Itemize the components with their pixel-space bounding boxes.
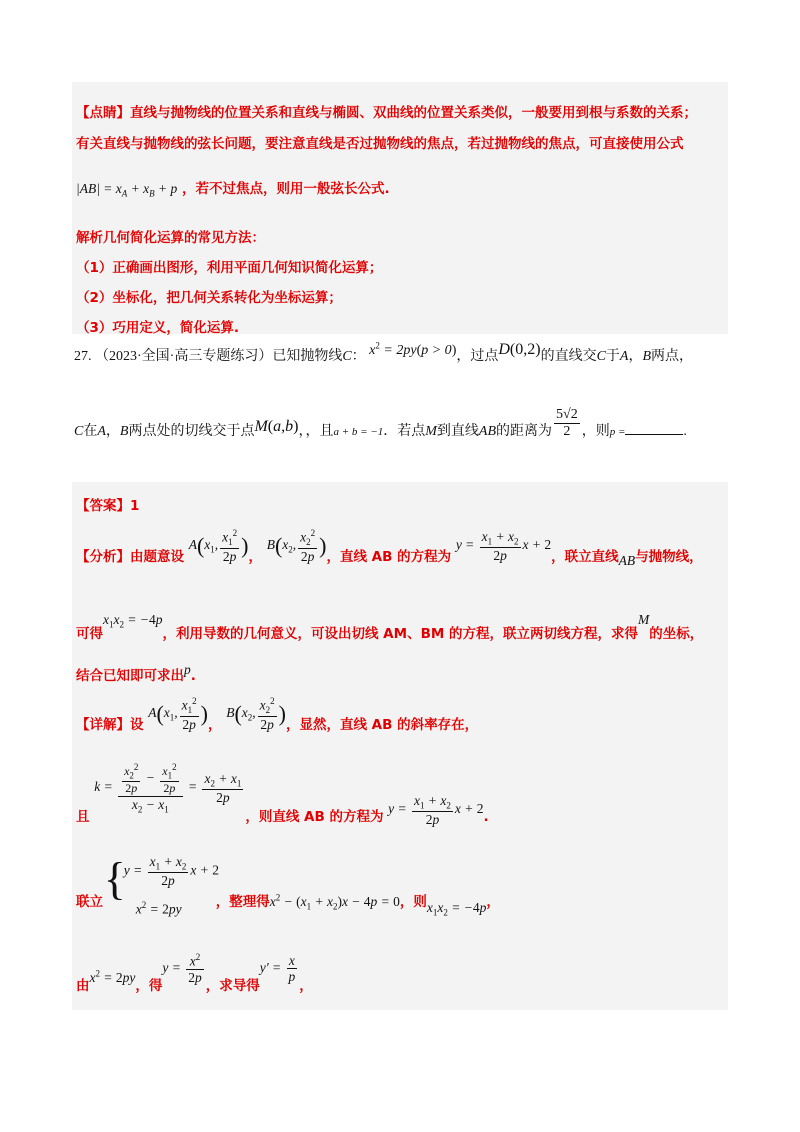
methods-title-text: 解析几何简化运算的常见方法：	[76, 230, 265, 246]
detail-point-a: $A(x_1$, $\frac{x_1^2}{2p}$ )	[148, 696, 208, 732]
detail-text: ，	[299, 977, 313, 994]
chord-formula: $|AB| = x_A + x_B + p$	[76, 181, 178, 199]
detail-line-2	[76, 762, 489, 828]
analysis-text: ，利用导数的几何意义，可设出切线 AM、BM 的方程，联立两切线方程，求得	[162, 626, 638, 642]
derivative-expression: y′ = $\frac{x}{p}$	[259, 952, 296, 985]
tip-label: 【点睛】	[76, 105, 130, 121]
detail-line-3: 联立 { y = $\frac{x_1 + x_2}{2p}$ x + 2 $x^2 = 2py$ ，整理得$x^2 - (x_1 + x_2)x - 4p = 0$，则$x_1x_2 = -4p$，	[76, 853, 500, 918]
analysis-text: 结合已知即可求出	[76, 668, 184, 684]
answer-blank	[625, 422, 683, 435]
system-of-equations: { y = $\frac{x_1 + x_2}{2p}$ x + 2 $x^2 = 2py$	[103, 853, 220, 917]
detail-label: 【详解】	[76, 717, 130, 734]
problem-line-2: C在A，B两点处的切线交于点M(a,b)，，且a + b = −1．若点M到直线AB的距离为 $\frac{5√2}{2}$ ，则p = .	[74, 407, 687, 440]
problem-text: ，则	[581, 423, 610, 439]
detail-text: 且	[76, 809, 90, 826]
analysis-text: 由题意设	[130, 549, 184, 566]
detail-line-4: 由$x^2 = 2py$，得y = $\frac{x^2}{2p}$ ，求导得y′ = $\frac{x}{p}$ ，	[76, 952, 313, 994]
analysis-line-2: 可得$x_1x_2 = -4p$，利用导数的几何意义，可设出切线 AM、BM 的方程，联立两切线方程，求得M的坐标，	[76, 612, 704, 642]
problem-text: 到直线	[436, 423, 479, 439]
problem-text: 在	[83, 423, 98, 439]
detail-text: 联立	[76, 894, 103, 910]
detail-line-equation: y = $\frac{x_1 + x_2}{2p}$ x + 2	[388, 793, 484, 828]
detail-text: ，得	[135, 977, 163, 994]
detail-text: .	[483, 809, 489, 826]
method-1-text: （1）正确画出图形，利用平面几何知识简化运算；	[76, 260, 383, 276]
answer-label: 【答案】	[76, 498, 130, 514]
problem-line-1: 27. （2023·全国·高三专题练习）已知抛物线C： $x^2 = 2py(p > 0)$，过点D(0,2)的直线交C于A，B两点，	[74, 340, 694, 364]
analysis-text: ，联立直线	[551, 549, 619, 566]
problem-text: 于	[605, 349, 620, 364]
line-ab-equation: y = $\frac{x_1 + x_2}{2p}$ x + 2	[455, 528, 552, 563]
detail-text: 设	[130, 717, 144, 734]
tip-line-3	[76, 177, 390, 199]
quadratic-equation: $x^2 - (x_1 + x_2)x - 4p = 0$	[269, 892, 400, 912]
problem-text: .	[683, 423, 687, 439]
problem-text: 已知抛物线	[272, 349, 343, 364]
problem-text: ．若点	[383, 423, 426, 439]
problem-text: 两点处的切线交于点	[128, 423, 255, 439]
method-2-text: （2）坐标化，把几何关系转化为坐标运算；	[76, 290, 342, 306]
analysis-text: 与抛物线，	[635, 549, 703, 566]
analysis-line-3: 结合已知即可求出p.	[76, 662, 196, 684]
detail-text: 由	[76, 977, 90, 994]
problem-text: ，过点	[456, 349, 499, 364]
problem-text: 的直线交	[540, 349, 597, 364]
analysis-text: 的坐标，	[649, 626, 704, 642]
parabola-equation: $x^2 = 2py(p > 0)$	[369, 340, 457, 358]
analysis-label: 【分析】	[76, 549, 130, 566]
tip-text-2: 有关直线与抛物线的弦长问题，要注意直线是否过抛物线的焦点，若过抛物线的焦点，可直接使用公式	[76, 136, 684, 152]
detail-text: ，则直线 AB 的方程为	[245, 809, 384, 826]
analysis-text: ，直线 AB 的方程为	[326, 549, 452, 566]
method-3	[76, 316, 239, 336]
detail-text: ，	[486, 894, 500, 910]
detail-text: ，则	[399, 894, 427, 910]
analysis-text: ，	[248, 549, 262, 566]
tip-line-2	[76, 132, 684, 152]
distance-fraction: $\frac{5√2}{2}$	[556, 407, 578, 440]
method-1	[76, 256, 382, 276]
y-expression: y = $\frac{x^2}{2p}$	[162, 952, 202, 986]
analysis-text: 可得	[76, 626, 103, 642]
analysis-text: .	[190, 668, 196, 684]
method-3-text: （3）巧用定义，简化运算.	[76, 320, 240, 336]
problem-text: 的距离为	[496, 423, 553, 439]
problem-text: ，且	[305, 423, 334, 439]
point-m: M(a,b)	[254, 417, 299, 435]
problem-text: 两点，	[651, 349, 694, 364]
detail-line-1	[76, 690, 479, 734]
problem-number: 27.	[74, 349, 92, 364]
detail-text: ，整理得	[215, 894, 270, 910]
point-d: D(0,2)	[498, 341, 541, 358]
tip-line-1	[76, 101, 697, 121]
answer-value: 1	[130, 498, 140, 514]
detail-point-b: $B(x_2$, $\frac{x_2^2}{2p}$ )	[226, 696, 286, 732]
product-equation: $x_1x_2 = -4p$	[103, 612, 163, 630]
problem-source: （2023·全国·高三专题练习）	[95, 349, 273, 364]
tip-text-1: 直线与抛物线的位置关系和直线与椭圆、双曲线的位置关系类似，一般要用到根与系数的关系；	[130, 105, 697, 121]
answer-line	[76, 494, 139, 514]
methods-title	[76, 226, 265, 246]
point-b-coords: $B(x_2$, $\frac{x_2^2}{2p}$ )	[266, 528, 327, 564]
detail-text: ，	[207, 717, 222, 734]
curve-name: C	[342, 349, 352, 364]
method-2	[76, 286, 342, 306]
analysis-line-1: 【分析】由题意设 $A(x_1$, $\frac{x_1^2}{2p}$ )， $B(x_2$, $\frac{x_2^2}{2p}$ )，直线 AB 的方程为 y = $\frac{x_1 + x_2}{2p}$ x + 2，联立直线AB与抛物线，	[76, 528, 703, 569]
detail-text: ，显然，直线 AB 的斜率存在，	[285, 717, 479, 734]
slope-expression: k = $\frac{x_2^2}{2p}$ − $\frac{x_1^2}{2p}$ $x_2 - x_1$ = $\frac{x_2 + x_1}{2p}$	[94, 762, 242, 815]
detail-text: ，求导得	[205, 977, 260, 994]
tip-formula-tail: ，若不过焦点，则用一般弦长公式.	[181, 181, 390, 197]
point-a-coords: $A(x_1$, $\frac{x_1^2}{2p}$ )	[188, 528, 249, 564]
